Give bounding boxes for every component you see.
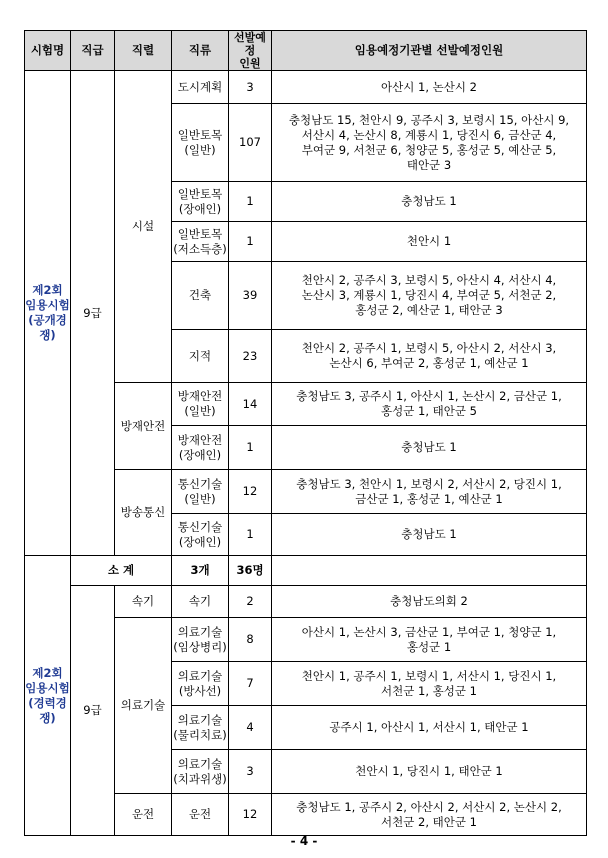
alloc-line: 홍성군 1 bbox=[406, 639, 452, 654]
category-line: 통신기술 bbox=[177, 519, 223, 534]
category-line: 일반토목 bbox=[177, 127, 223, 142]
category-line: (방사선) bbox=[178, 683, 222, 698]
alloc-cell bbox=[272, 71, 587, 104]
category-cell bbox=[172, 470, 229, 514]
alloc-line: 아산시 1, 논산시 3, 금산군 1, 부여군 1, 청양군 1, bbox=[301, 624, 557, 639]
category-cell bbox=[172, 750, 229, 794]
count-cell-text: 39 bbox=[242, 288, 258, 302]
series-facility bbox=[115, 71, 172, 383]
count-cell-text: 107 bbox=[239, 135, 261, 149]
category-line: 의료기술 bbox=[177, 624, 223, 639]
series-steno-text: 속기 bbox=[131, 594, 155, 608]
category-line: (장애인) bbox=[178, 534, 222, 549]
category-cell bbox=[172, 71, 229, 104]
alloc-cell bbox=[272, 262, 587, 330]
alloc-line: 충청남도 3, 천안시 1, 보령시 2, 서산시 2, 당진시 1, bbox=[296, 476, 562, 491]
alloc-line: 충청남도 1 bbox=[401, 527, 457, 541]
category-line: 방재안전 bbox=[177, 389, 223, 403]
header-grade-text: 직급 bbox=[81, 43, 104, 57]
alloc-line: 태안군 3 bbox=[406, 157, 452, 172]
category-cell bbox=[172, 262, 229, 330]
alloc-cell bbox=[272, 706, 587, 750]
category-cell bbox=[172, 330, 229, 383]
alloc-line: 공주시 1, 아산시 1, 서산시 1, 태안군 1 bbox=[329, 720, 529, 734]
table-row bbox=[25, 586, 587, 618]
count-cell bbox=[229, 586, 272, 618]
alloc-cell bbox=[272, 104, 587, 182]
category-line: (장애인) bbox=[178, 201, 222, 216]
series-broadcast bbox=[115, 470, 172, 556]
count-cell-text: 23 bbox=[242, 348, 258, 363]
alloc-cell bbox=[272, 750, 587, 794]
count-cell-text: 1 bbox=[246, 440, 254, 454]
category-line: (장애인) bbox=[178, 447, 222, 462]
count-cell-text: 8 bbox=[246, 632, 254, 646]
alloc-line: 서천군 1, 홍성군 1 bbox=[381, 683, 477, 698]
count-cell bbox=[229, 794, 272, 836]
category-line: 통신기술 bbox=[177, 476, 223, 491]
alloc-line: 천안시 1, 공주시 1, 보령시 1, 서산시 1, 당진시 1, bbox=[301, 668, 557, 683]
count-cell-text: 1 bbox=[246, 527, 254, 541]
grade-cell bbox=[71, 586, 115, 836]
category-cell bbox=[172, 104, 229, 182]
alloc-line: 천안시 1, 당진시 1, 태안군 1 bbox=[355, 764, 503, 778]
category-cell bbox=[172, 662, 229, 706]
count-cell bbox=[229, 330, 272, 383]
count-cell-text: 3 bbox=[246, 79, 254, 94]
alloc-cell bbox=[272, 794, 587, 836]
alloc-line: 홍성군 2, 예산군 1, 태안군 3 bbox=[355, 303, 503, 317]
alloc-line: 천안시 2, 공주시 3, 보령시 5, 아산시 4, 서산시 4, bbox=[301, 273, 557, 287]
alloc-cell bbox=[272, 383, 587, 426]
alloc-cell bbox=[272, 514, 587, 556]
header-series-text: 직렬 bbox=[131, 43, 155, 57]
category-line: (저소득층) bbox=[173, 241, 227, 256]
category-line: 일반토목 bbox=[177, 186, 223, 201]
header-exam bbox=[25, 31, 71, 71]
category-line: 속기 bbox=[188, 594, 212, 608]
exam-name-career bbox=[25, 556, 71, 836]
count-cell-text: 3 bbox=[246, 764, 254, 778]
alloc-line: 충청남도 3, 공주시 1, 아산시 1, 논산시 2, 금산군 1, bbox=[296, 389, 562, 403]
subtotal-label-text: 소 계 bbox=[107, 563, 135, 577]
alloc-line: 충청남도 1, 공주시 2, 아산시 2, 서산시 2, 논산시 2, bbox=[296, 799, 562, 814]
exam-name-line: 임용시험 bbox=[25, 680, 70, 695]
header-grade bbox=[71, 31, 115, 71]
subtotal-people bbox=[229, 556, 272, 586]
category-line: 방재안전 bbox=[177, 432, 223, 447]
exam-name-line: 임용시험 bbox=[25, 298, 70, 312]
subtotal-kinds-text: 3개 bbox=[190, 563, 210, 577]
category-cell bbox=[172, 426, 229, 470]
count-cell bbox=[229, 104, 272, 182]
alloc-line: 충청남도 1 bbox=[401, 194, 457, 208]
count-cell bbox=[229, 618, 272, 662]
exam-name-line: 제2회 bbox=[32, 665, 63, 680]
count-cell bbox=[229, 182, 272, 222]
series-broadcast-text: 방송통신 bbox=[120, 505, 166, 519]
count-cell bbox=[229, 383, 272, 426]
alloc-line: 서천군 2, 태안군 1 bbox=[381, 814, 477, 829]
alloc-line: 천안시 1 bbox=[406, 234, 452, 248]
category-cell bbox=[172, 586, 229, 618]
category-line: 의료기술 bbox=[177, 668, 223, 683]
count-cell bbox=[229, 514, 272, 556]
category-line: (임상병리) bbox=[173, 639, 227, 654]
alloc-line: 금산군 1, 홍성군 1, 예산군 1 bbox=[355, 491, 503, 506]
category-line: 의료기술 bbox=[177, 756, 223, 771]
alloc-cell bbox=[272, 470, 587, 514]
category-cell bbox=[172, 182, 229, 222]
category-line: 운전 bbox=[188, 807, 212, 821]
series-disaster-text: 방재안전 bbox=[120, 418, 166, 433]
alloc-cell bbox=[272, 330, 587, 383]
exam-name-line: 제2회 bbox=[32, 283, 63, 297]
category-cell bbox=[172, 514, 229, 556]
count-cell bbox=[229, 222, 272, 262]
header-alloc bbox=[272, 31, 587, 71]
category-cell bbox=[172, 618, 229, 662]
grade-cell-text: 9급 bbox=[83, 305, 102, 320]
subtotal-row bbox=[25, 556, 587, 586]
alloc-cell bbox=[272, 586, 587, 618]
exam-name-open bbox=[25, 71, 71, 556]
exam-name-line: (경력경쟁) bbox=[28, 695, 67, 725]
alloc-line: 부여군 9, 서천군 6, 청양군 5, 홍성군 5, 예산군 5, bbox=[301, 142, 557, 157]
alloc-line: 천안시 2, 공주시 1, 보령시 5, 아산시 2, 서산시 3, bbox=[301, 341, 557, 355]
series-medical bbox=[115, 618, 172, 794]
alloc-line: 논산시 3, 계룡시 1, 당진시 4, 부여군 5, 서천군 2, bbox=[301, 288, 557, 302]
count-cell-text: 4 bbox=[246, 720, 254, 734]
alloc-cell bbox=[272, 182, 587, 222]
count-cell-text: 14 bbox=[242, 396, 258, 411]
grade-cell bbox=[71, 71, 115, 556]
category-line: (물리치료) bbox=[173, 727, 227, 742]
series-disaster bbox=[115, 383, 172, 470]
series-facility-text: 시설 bbox=[131, 219, 155, 233]
alloc-cell bbox=[272, 662, 587, 706]
exam-name-line: (공개경쟁) bbox=[28, 313, 67, 342]
grade-cell-text: 9급 bbox=[83, 703, 102, 717]
category-line: 일반토목 bbox=[177, 226, 223, 241]
count-cell bbox=[229, 71, 272, 104]
subtotal-people-text: 36명 bbox=[236, 563, 264, 577]
alloc-cell bbox=[272, 222, 587, 262]
series-driving-text: 운전 bbox=[131, 807, 155, 821]
header-series bbox=[115, 31, 172, 71]
category-line: 건축 bbox=[188, 288, 212, 302]
subtotal-empty bbox=[272, 556, 587, 586]
table-row bbox=[25, 71, 587, 104]
category-cell bbox=[172, 222, 229, 262]
alloc-line: 충청남도의회 2 bbox=[390, 594, 468, 608]
subtotal-kinds bbox=[172, 556, 229, 586]
series-steno bbox=[115, 586, 172, 618]
category-cell bbox=[172, 383, 229, 426]
alloc-cell bbox=[272, 618, 587, 662]
category-line: (일반) bbox=[184, 142, 216, 157]
series-medical-text: 의료기술 bbox=[120, 698, 166, 712]
count-cell-text: 12 bbox=[242, 807, 258, 821]
header-category bbox=[172, 31, 229, 71]
count-cell-text: 12 bbox=[242, 484, 258, 498]
alloc-line: 충청남도 1 bbox=[401, 440, 457, 454]
category-cell bbox=[172, 794, 229, 836]
category-line: (치과위생) bbox=[173, 771, 227, 786]
count-cell-text: 1 bbox=[246, 234, 254, 248]
count-cell bbox=[229, 662, 272, 706]
header-count-line: 인원 bbox=[239, 57, 261, 70]
header-count bbox=[229, 31, 272, 71]
header-count-line: 선발예정 bbox=[234, 31, 266, 57]
count-cell-text: 2 bbox=[246, 594, 254, 608]
alloc-line: 서산시 4, 논산시 8, 계룡시 1, 당진시 6, 금산군 4, bbox=[301, 127, 557, 142]
count-cell bbox=[229, 426, 272, 470]
alloc-cell bbox=[272, 426, 587, 470]
series-driving bbox=[115, 794, 172, 836]
header-exam-text: 시험명 bbox=[30, 43, 65, 57]
alloc-line: 충청남도 15, 천안시 9, 공주시 3, 보령시 15, 아산시 9, bbox=[288, 112, 570, 127]
category-line: 도시계획 bbox=[177, 79, 223, 94]
header-alloc-text: 임용예정기관별 선발예정인원 bbox=[354, 43, 504, 57]
count-cell-text: 7 bbox=[246, 676, 254, 690]
page-number: - 4 - bbox=[290, 834, 318, 848]
count-cell bbox=[229, 706, 272, 750]
count-cell bbox=[229, 750, 272, 794]
recruitment-table bbox=[24, 30, 587, 836]
category-line: (일반) bbox=[184, 491, 216, 506]
header-category-text: 직류 bbox=[188, 43, 212, 57]
count-cell bbox=[229, 262, 272, 330]
count-cell bbox=[229, 470, 272, 514]
subtotal-label bbox=[71, 556, 172, 586]
alloc-line: 논산시 6, 부여군 2, 홍성군 1, 예산군 1 bbox=[329, 356, 529, 370]
category-line: 의료기술 bbox=[177, 712, 223, 727]
category-line: (일반) bbox=[184, 404, 216, 418]
count-cell-text: 1 bbox=[246, 194, 254, 208]
alloc-line: 홍성군 1, 태안군 5 bbox=[381, 404, 477, 418]
alloc-line: 아산시 1, 논산시 2 bbox=[381, 79, 477, 94]
category-line: 지적 bbox=[188, 348, 212, 363]
category-cell bbox=[172, 706, 229, 750]
